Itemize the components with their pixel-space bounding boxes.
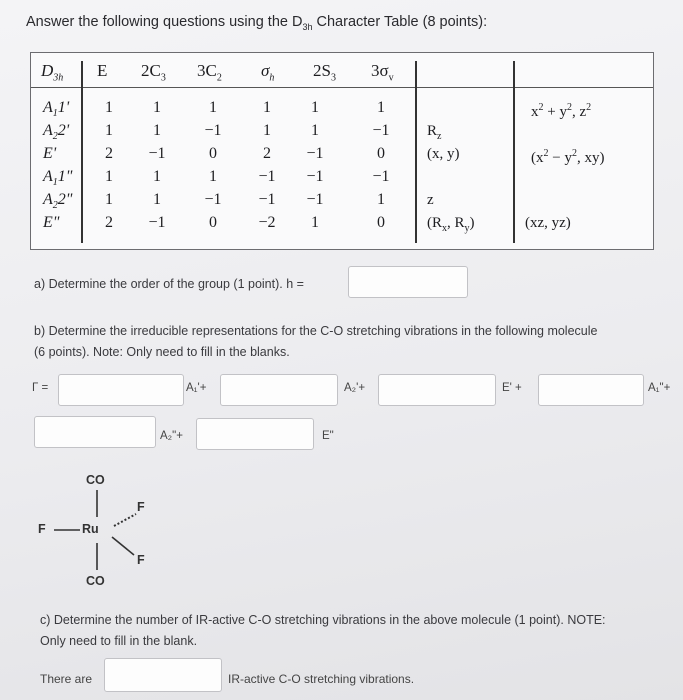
ir-active-count-input[interactable] [104,658,222,692]
class-header-3sigma-v: $3\sigma_v$ [371,61,394,84]
metal-center-ru: Ru [82,522,99,536]
character-value: −2 [258,214,276,231]
character-value: −1 [372,122,390,139]
linear-function: z [427,192,434,208]
part-a-question: a) Determine the order of the group (1 point). h = [34,277,304,291]
irrep-label: $A_22$" [43,191,73,212]
ligand-bottom-co: CO [86,574,105,588]
linear-function: (x, y) [427,146,460,162]
irrep-label: $A_11'$ [43,99,70,120]
quadratic-function: ($x^2 - y^2$, xy) [531,148,605,166]
character-value: 2 [105,214,113,231]
question-title: Answer the following questions using the $D_{3h}$ Character Table (8 points): [26,14,488,32]
quadratic-function: (xz, yz) [525,215,571,231]
linear-function: ($R_x$, $R_y$) [427,215,475,234]
bond-lower-right [112,537,134,555]
a2-prime-label: A₂'+ [344,382,366,394]
a1-double-prime-label: A₁"+ [648,382,671,394]
ligand-lower-right-f: F [137,553,145,567]
character-value: 1 [153,191,161,208]
character-value: 1 [263,99,271,116]
character-value: 1 [153,168,161,185]
character-value: 0 [209,145,217,162]
character-value: 1 [105,99,113,116]
character-value: 1 [377,191,385,208]
quadratic-function: $x^2 + y^2$, $z^2$ [531,102,592,120]
point-group-label: $D_{3h}$ [41,61,64,84]
a1-prime-label: A₁'+ [186,382,207,394]
character-value: 0 [377,145,385,162]
character-value: 1 [209,99,217,116]
irrep-label: E' [43,145,57,162]
character-value: 1 [153,99,161,116]
character-value: −1 [258,168,276,185]
e-prime-label: E' + [502,382,522,394]
gamma-label: Γ = [32,382,49,394]
character-value: 2 [105,145,113,162]
character-value: −1 [372,168,390,185]
character-value: −1 [204,191,222,208]
class-header-3c2: $3C_2$ [197,61,222,84]
part-c-prefix: There are [40,672,93,686]
character-value: 1 [311,99,319,116]
character-value: 2 [263,145,271,162]
part-c-question-line2: Only need to fill in the blank. [40,634,198,648]
class-header-sigma-h: $\sigma_h$ [261,61,275,84]
bond-upper-right-hashed [114,514,136,526]
part-c-suffix: IR-active C-O stretching vibrations. [228,672,415,686]
ligand-left-f: F [38,522,46,536]
character-value: 1 [153,122,161,139]
a2-double-prime-label: A₂"+ [160,430,183,442]
character-value: −1 [306,168,324,185]
ligand-upper-right-f: F [137,500,145,514]
character-value: 1 [377,99,385,116]
character-value: 1 [311,122,319,139]
part-c-question-line1: c) Determine the number of IR-active C-O stretching vibrations in the above molecule (1 point). NOTE: [40,613,606,627]
character-value: −1 [306,191,324,208]
linear-function: $R_z$ [427,123,442,142]
class-header-2s3: $2S_3$ [313,61,336,84]
character-value: 1 [105,191,113,208]
class-header-e: E [97,61,108,80]
part-b-question-line2: (6 points). Note: Only need to fill in the blanks. [34,345,290,359]
character-value: 1 [105,122,113,139]
character-value: 1 [105,168,113,185]
character-value: 1 [263,122,271,139]
character-value: −1 [258,191,276,208]
irrep-label: $A_22'$ [43,122,70,143]
character-value: −1 [148,214,166,231]
character-value: 0 [209,214,217,231]
character-value: −1 [148,145,166,162]
character-value: 0 [377,214,385,231]
irrep-label: $A_11$" [43,168,73,189]
class-header-2c3: $2C_3$ [141,61,166,84]
character-value: 1 [209,168,217,185]
character-value: 1 [311,214,319,231]
character-value: −1 [204,122,222,139]
part-b-question-line1: b) Determine the irreducible representations for the C-O stretching vibrations in the following molecule [34,324,598,338]
ligand-top-co: CO [86,473,105,487]
e-double-prime-label: E" [322,430,334,442]
irrep-label: E" [43,214,60,231]
character-value: −1 [306,145,324,162]
